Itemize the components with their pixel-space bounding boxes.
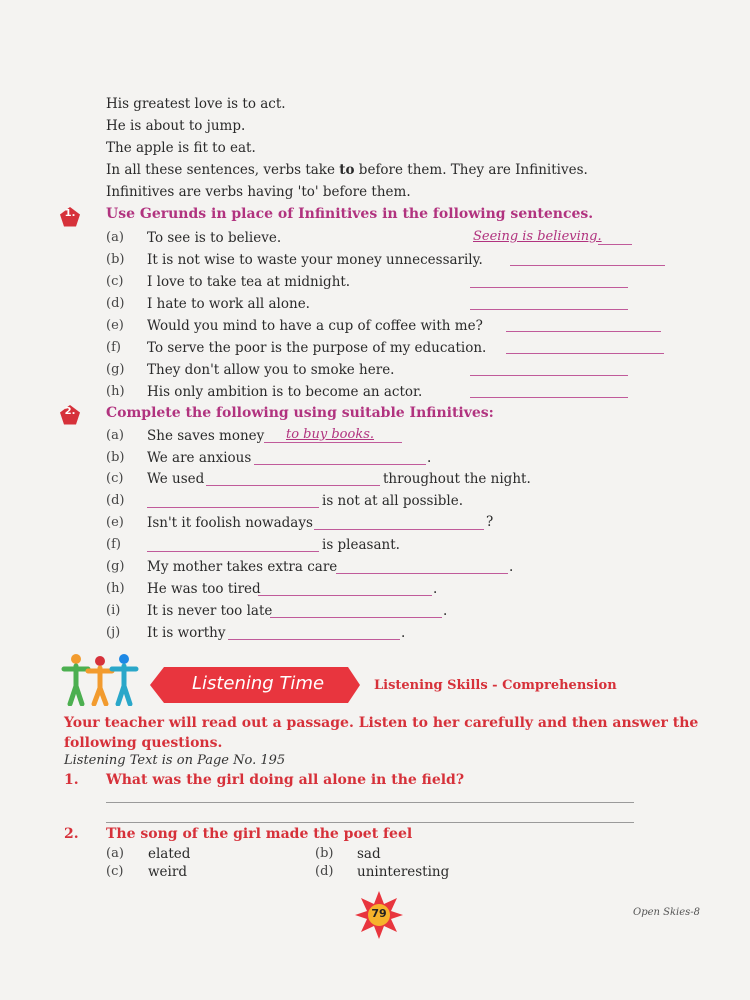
intro-line-3: The apple is fit to eat.	[106, 140, 256, 156]
ex2-item-post: .	[509, 559, 514, 575]
ex2-item-label: (j)	[106, 625, 121, 640]
ex1-item-label: (g)	[106, 362, 125, 377]
ex1-answer-line[interactable]	[506, 331, 661, 332]
exercise-1-number: 1.	[64, 208, 76, 219]
exercise-2-number: 2.	[64, 406, 76, 417]
option-text[interactable]: uninteresting	[357, 864, 450, 880]
question-1-text: What was the girl doing all alone in the field?	[106, 772, 465, 788]
exercise-1-heading: Use Gerunds in place of Infinitives in the following sentences.	[106, 206, 594, 222]
ex2-item-label: (c)	[106, 471, 124, 486]
ex1-item-label: (d)	[106, 296, 125, 311]
ex2-item-post: .	[401, 625, 406, 641]
ex2-item-label: (e)	[106, 515, 124, 530]
ex2-item-label: (f)	[106, 537, 121, 552]
ex1-item-text: I hate to work all alone.	[147, 296, 310, 312]
option-label: (b)	[315, 846, 334, 861]
ex1-item-text: His only ambition is to become an actor.	[147, 384, 423, 400]
ex2-item-pre: We are anxious	[147, 450, 252, 466]
ex2-item-post: is pleasant.	[322, 537, 400, 553]
ex2-item-label: (a)	[106, 428, 124, 443]
ex2-item-label: (b)	[106, 450, 125, 465]
ex1-item-label: (f)	[106, 340, 121, 355]
ex1-item-text: To see is to believe.	[147, 230, 282, 246]
ex1-answer-line[interactable]	[470, 397, 628, 398]
question-2-text: The song of the girl made the poet feel	[106, 826, 413, 842]
ex1-item-text: It is not wise to waste your money unnecessarily.	[147, 252, 483, 268]
ex2-item-post: .	[443, 603, 448, 619]
ex1-item-label: (a)	[106, 230, 124, 245]
ex2-item-pre: She saves money	[147, 428, 265, 444]
ex1-item-label: (b)	[106, 252, 125, 267]
ex1-item-answer: Seeing is believing.	[473, 229, 602, 244]
ex2-item-label: (h)	[106, 581, 125, 596]
ex1-answer-line[interactable]	[510, 265, 665, 266]
question-2-number: 2.	[64, 826, 79, 842]
intro-line-4-a: In all these sentences, verbs take	[106, 162, 340, 178]
option-text[interactable]: weird	[148, 864, 187, 880]
ex2-answer-line[interactable]	[258, 595, 432, 596]
ex2-answer-line[interactable]	[336, 573, 508, 574]
ex2-item-label: (i)	[106, 603, 121, 618]
option-label: (c)	[106, 864, 124, 879]
ex2-item-pre: It is worthy	[147, 625, 226, 641]
question-1-number: 1.	[64, 772, 79, 788]
ex1-item-text: They don't allow you to smoke here.	[147, 362, 395, 378]
ex2-item-post: .	[427, 450, 432, 466]
intro-line-1: His greatest love is to act.	[106, 96, 286, 112]
ex1-answer-line[interactable]	[598, 244, 632, 245]
ex1-item-label: (e)	[106, 318, 124, 333]
intro-line-4-b: before them. They are Infinitives.	[354, 162, 588, 178]
listening-time-banner: Listening Time	[191, 673, 325, 694]
ex1-item-text: I love to take tea at midnight.	[147, 274, 351, 290]
exercise-2-heading: Complete the following using suitable Infinitives:	[106, 405, 494, 421]
ex1-item-label: (c)	[106, 274, 124, 289]
ex2-item-pre: Isn't it foolish nowadays	[147, 515, 313, 531]
option-text[interactable]: elated	[148, 846, 191, 862]
ex2-item-pre: My mother takes extra care	[147, 559, 338, 575]
ex2-item-pre: We used	[147, 471, 205, 487]
ex2-item-label: (g)	[106, 559, 125, 574]
listening-instruction-line-1: Your teacher will read out a passage. Listen to her carefully and then answer the	[64, 715, 699, 731]
option-label: (a)	[106, 846, 124, 861]
ex1-item-label: (h)	[106, 384, 125, 399]
ex2-answer-line[interactable]	[254, 464, 426, 465]
ex1-item-text: To serve the poor is the purpose of my education.	[147, 340, 487, 356]
question-1-answer-line[interactable]	[106, 802, 634, 803]
intro-line-4	[106, 162, 588, 178]
book-title: Open Skies-8	[633, 907, 701, 918]
ex2-item-post: .	[433, 581, 438, 597]
ex2-item-pre: It is never too late	[147, 603, 273, 619]
intro-line-2: He is about to jump.	[106, 118, 246, 134]
ex2-answer-line[interactable]	[147, 551, 319, 552]
ex2-answer-line[interactable]	[264, 442, 402, 443]
page-number: 79	[371, 907, 387, 920]
listening-subtitle: Listening Skills - Comprehension	[374, 678, 617, 693]
ex2-answer-line[interactable]	[228, 639, 400, 640]
listening-instruction-line-2: following questions.	[64, 735, 223, 751]
ex2-item-post: ?	[486, 514, 494, 530]
ex2-item-label: (d)	[106, 493, 125, 508]
ex2-item-post: throughout the night.	[383, 471, 531, 487]
ex1-answer-line[interactable]	[470, 375, 628, 376]
option-text[interactable]: sad	[357, 846, 381, 862]
option-label: (d)	[315, 864, 334, 879]
ex1-answer-line[interactable]	[470, 309, 628, 310]
ex1-answer-line[interactable]	[470, 287, 628, 288]
ex1-item-text: Would you mind to have a cup of coffee with me?	[147, 318, 483, 334]
question-1-answer-line[interactable]	[106, 822, 634, 823]
ex2-answer-line[interactable]	[270, 617, 442, 618]
ex2-answer-line[interactable]	[314, 529, 484, 530]
ex2-answer-line[interactable]	[206, 485, 380, 486]
ex1-answer-line[interactable]	[506, 353, 664, 354]
people-figures-icon	[60, 652, 156, 706]
intro-line-5: Infinitives are verbs having 'to' before them.	[106, 184, 411, 200]
ex2-item-answer: to buy books.	[286, 427, 375, 442]
listening-text-reference: Listening Text is on Page No. 195	[64, 753, 286, 768]
ex2-answer-line[interactable]	[147, 507, 319, 508]
ex2-item-pre: He was too tired	[147, 581, 261, 597]
intro-line-4-bold: to	[339, 162, 355, 178]
ex2-item-post: is not at all possible.	[322, 493, 463, 509]
